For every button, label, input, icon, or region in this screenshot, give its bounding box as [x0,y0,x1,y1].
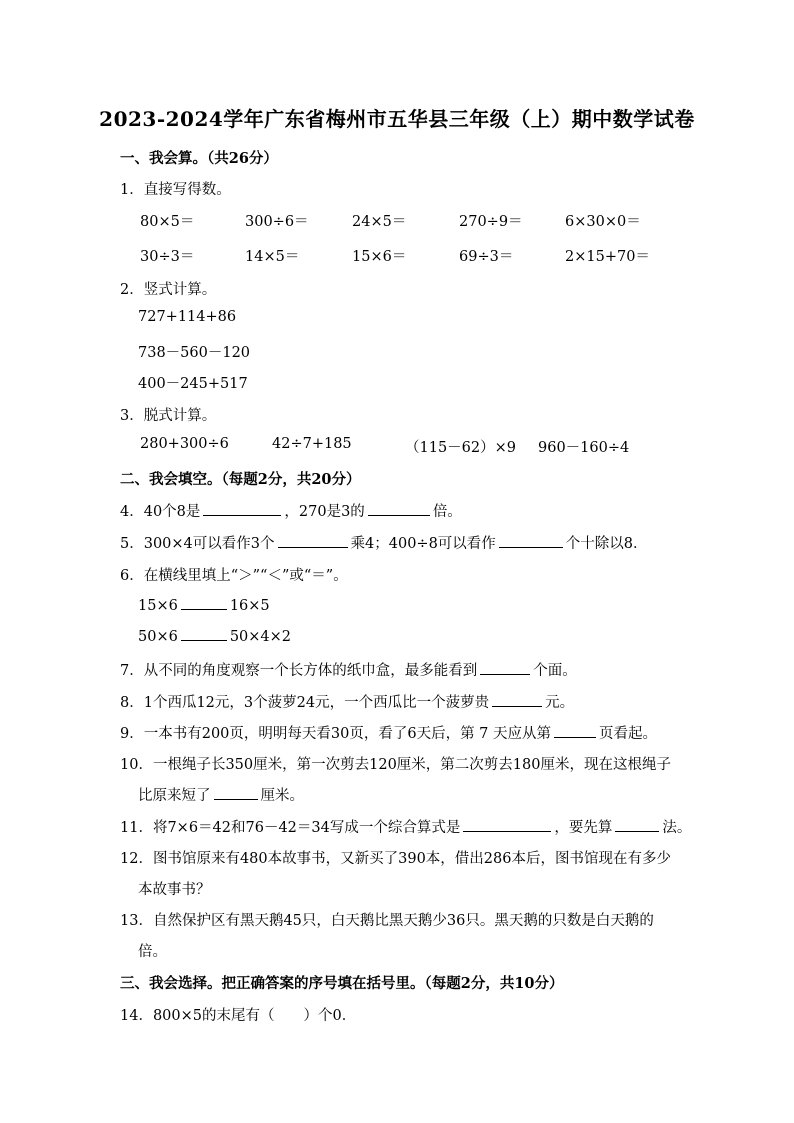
q10-text-b: 比原来短了 [138,788,211,804]
q11-text-b: ，要先算 [554,820,613,836]
q6-expr: 16×5 [229,598,270,614]
q1-item: 69÷3＝ [459,249,514,265]
q6-label: 6．在横线里填上“＞”“＜”或“＝”。 [120,568,348,584]
q4-text-c: 倍。 [432,504,462,520]
q9-text-b: 页看起。 [599,726,658,742]
question-9 [120,722,657,743]
q9-text-a: 9．一本书有200页，明明每天看30页，看了6天后，第 7 天应从第 [120,726,552,742]
q8-text-b: 元。 [545,695,575,711]
answer-blank[interactable] [499,534,563,548]
question-11 [120,816,691,837]
q13-line-2: 倍。 [138,944,167,960]
question-7 [120,659,577,680]
page-title: 2023-2024学年广东省梅州市五华县三年级（上）期中数学试卷 [99,107,695,131]
q1-item: 14×5＝ [245,249,300,265]
q6-expr: 50×4×2 [229,629,292,645]
q7-text-a: 7．从不同的角度观察一个长方体的纸巾盒，最多能看到 [120,663,478,679]
q10-text-c: 厘米。 [260,788,304,804]
q1-item: 30÷3＝ [140,249,195,265]
section-1-heading: 一、我会算。（共26分） [120,150,278,167]
q7-text-b: 个面。 [533,663,577,679]
answer-blank[interactable] [181,596,227,610]
q4-text-a: 4．40个8是 [120,504,201,520]
q3-item: （115－62）×9 [405,440,517,456]
q1-item: 2×15+70＝ [565,249,650,265]
q1-item: 80×5＝ [140,214,195,230]
q8-text-a: 8．1个西瓜12元，3个菠萝24元，一个西瓜比一个菠萝贵 [120,695,490,711]
q6-row-2 [138,627,291,645]
q3-item: 42÷7+185 [272,436,352,452]
q1-item: 270÷9＝ [459,214,523,230]
q3-item: 280+300÷6 [140,436,229,452]
q3-item: 960－160÷4 [538,440,630,456]
question-8 [120,691,574,712]
q11-text-c: 法。 [662,820,692,836]
q11-text-a: 11．将7×6＝42和76－42＝34写成一个综合算式是 [120,820,461,836]
q10-line-2 [138,784,304,805]
answer-blank[interactable] [463,818,551,832]
answer-blank[interactable] [181,627,227,641]
q1-item: 300÷6＝ [245,214,309,230]
answer-blank[interactable] [278,534,348,548]
q1-item: 24×5＝ [352,214,407,230]
answer-blank[interactable] [492,693,542,707]
answer-blank[interactable] [368,502,430,516]
answer-blank[interactable] [214,786,258,800]
answer-blank[interactable] [554,724,596,738]
answer-blank[interactable] [203,502,281,516]
q6-row-1 [138,596,270,614]
q4-text-b: ，270是3的 [284,504,365,520]
q1-label: 1．直接写得数。 [120,182,231,198]
q5-text-c: 个十除以8． [565,536,648,552]
q5-text-b: 乘4；400÷8可以看作 [350,536,496,552]
q12-line-2: 本故事书？ [138,882,211,898]
q2-item: 727+114+86 [138,309,237,325]
q3-label: 3．脱式计算。 [120,408,217,424]
question-14: 14．800×5的末尾有（ ）个0． [120,1008,357,1024]
section-2-heading: 二、我会填空。（每题2分，共20分） [120,471,361,488]
q6-expr: 15×6 [138,598,178,614]
q10-line-1: 10．一根绳子长350厘米，第一次剪去120厘米，第二次剪去180厘米，现在这根绳子 [120,757,671,773]
q6-expr: 50×6 [138,629,178,645]
question-5 [120,532,648,553]
q2-item: 738－560－120 [138,345,251,361]
answer-blank[interactable] [615,818,659,832]
answer-blank[interactable] [480,661,530,675]
section-3-heading: 三、我会选择。把正确答案的序号填在括号里。（每题2分，共10分） [120,975,564,992]
q2-item: 400－245+517 [138,376,248,392]
q1-item: 15×6＝ [352,249,407,265]
q5-text-a: 5．300×4可以看作3个 [120,536,275,552]
q1-item: 6×30×0＝ [565,214,641,230]
question-4 [120,500,462,521]
q12-line-1: 12．图书馆原来有480本故事书，又新买了390本，借出286本后，图书馆现在有多少 [120,851,671,867]
q13-line-1: 13．自然保护区有黑天鹅45只，白天鹅比黑天鹅少36只。黑天鹅的只数是白天鹅的 [120,913,654,929]
q2-label: 2．竖式计算。 [120,282,217,298]
